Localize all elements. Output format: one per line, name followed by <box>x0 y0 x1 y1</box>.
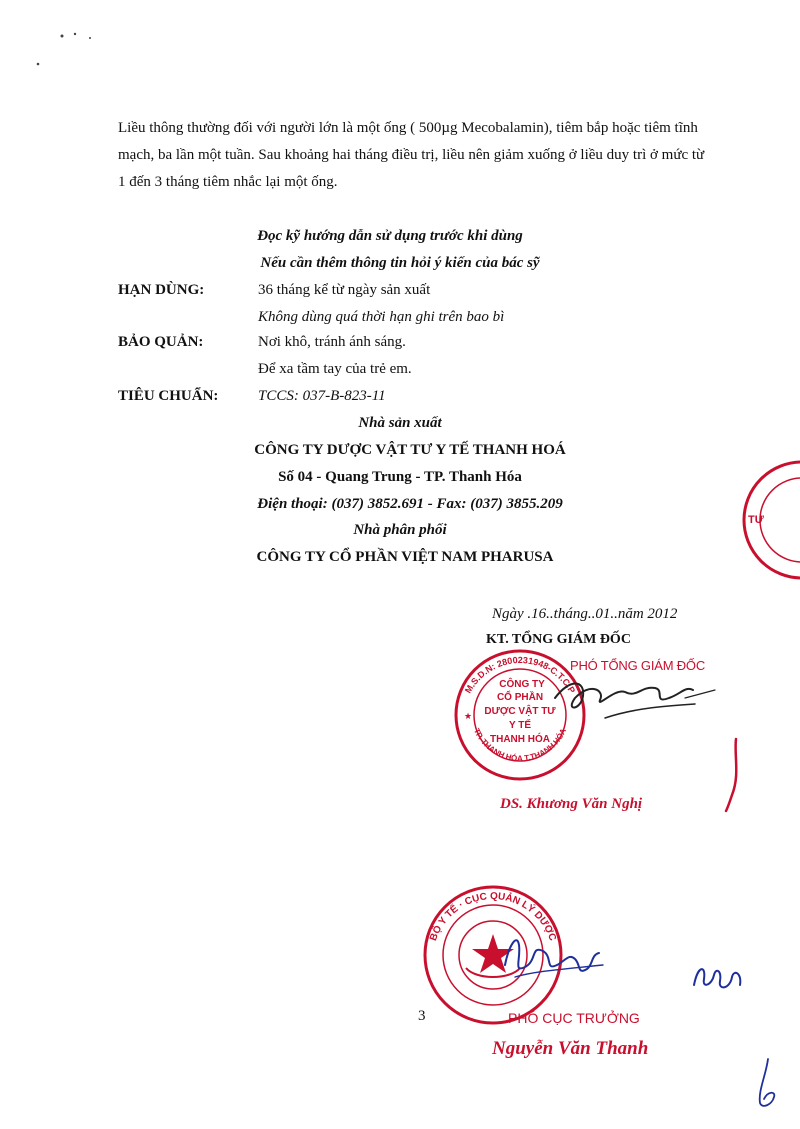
manufacturer-heading: Nhà sản xuất <box>358 415 442 431</box>
dosage-paragraph <box>118 115 758 196</box>
deputy-director-signature <box>545 668 725 738</box>
distributor-heading: Nhà phân phối <box>353 522 447 538</box>
manufacturer-address: Số 04 - Quang Trung - TP. Thanh Hóa <box>278 469 522 485</box>
distributor-name: CÔNG TY CỔ PHẦN VIỆT NAM PHARUSA <box>256 549 554 565</box>
ministry-seal-ring-text: BỘ Y TẾ · CỤC QUẢN LÝ DƯỢC <box>428 891 558 943</box>
check-mark <box>748 1055 788 1115</box>
dosage-line: Liều thông thường đối với người lớn là một ống ( 500µg Mecobalamin), tiêm bắp hoặc tiêm tĩnh <box>118 120 698 136</box>
company-seal-center-line: CÔNG TY <box>499 679 545 690</box>
storage-label: BẢO QUẢN: <box>118 334 204 350</box>
approver-name: Nguyễn Văn Thanh <box>492 1038 649 1059</box>
initials-signature <box>688 955 748 1000</box>
storage-note: Để xa tầm tay của trẻ em. <box>258 361 412 377</box>
approver-title: PHÓ CỤC TRƯỞNG <box>508 1010 640 1026</box>
company-seal-bottom-text: TP. THANH HÓA T.THANH HÓA <box>471 727 569 764</box>
storage-value: Nơi khô, tránh ánh sáng. <box>258 334 406 350</box>
manufacturer-phone-fax: Điện thoại: (037) 3852.691 - Fax: (037) 3855.209 <box>257 496 563 512</box>
shelf-life-value: 36 tháng kể từ ngày sản xuất <box>258 282 431 298</box>
shelf-life-label: HẠN DÙNG: <box>118 282 205 298</box>
company-seal-center-line: DƯỢC VẬT TƯ <box>484 706 556 717</box>
scan-specks <box>30 20 110 70</box>
page-number: 3 <box>418 1008 426 1024</box>
company-seal-center-line: CỔ PHẦN <box>496 692 544 703</box>
red-mark <box>718 735 748 815</box>
sign-date: Ngày .16..tháng..01..năm 2012 <box>492 606 678 622</box>
signer-name: DS. Khương Văn Nghị <box>500 796 643 812</box>
company-seal-center-line: Y TẾ <box>508 720 532 731</box>
dosage-line: mạch, ba lần một tuần. Sau khoảng hai tháng điều trị, liều nên giảm xuống ở liều duy trì ở mức từ <box>118 147 705 163</box>
side-stamp-fragment <box>740 455 800 585</box>
manufacturer-name: CÔNG TY DƯỢC VẬT TƯ Y TẾ THANH HOÁ <box>254 442 566 458</box>
company-seal-center-line: THANH HÓA <box>490 734 550 745</box>
star-icon: ★ <box>464 711 473 721</box>
side-stamp-text: TƯ <box>748 514 764 526</box>
notice-line-consult-doctor: Nếu cần thêm thông tin hỏi ý kiến của bác sỹ <box>260 255 540 271</box>
signoff-title: KT. TỔNG GIÁM ĐỐC <box>486 632 631 647</box>
approver-signature <box>495 925 615 995</box>
shelf-life-note: Không dùng quá thời hạn ghi trên bao bì <box>258 309 505 325</box>
deputy-title: PHÓ TỔNG GIÁM ĐỐC <box>570 658 706 673</box>
standard-label: TIÊU CHUẨN: <box>118 388 219 404</box>
company-seal-ring-text: M.S.D.N: 2800231948-C.T.C.P <box>462 654 578 695</box>
dosage-line: 1 đến 3 tháng tiêm nhắc lại một ống. <box>118 174 338 190</box>
standard-value: TCCS: 037-B-823-11 <box>258 388 386 404</box>
notice-line-read-instructions: Đọc kỹ hướng dẫn sử dụng trước khi dùng <box>257 228 523 244</box>
